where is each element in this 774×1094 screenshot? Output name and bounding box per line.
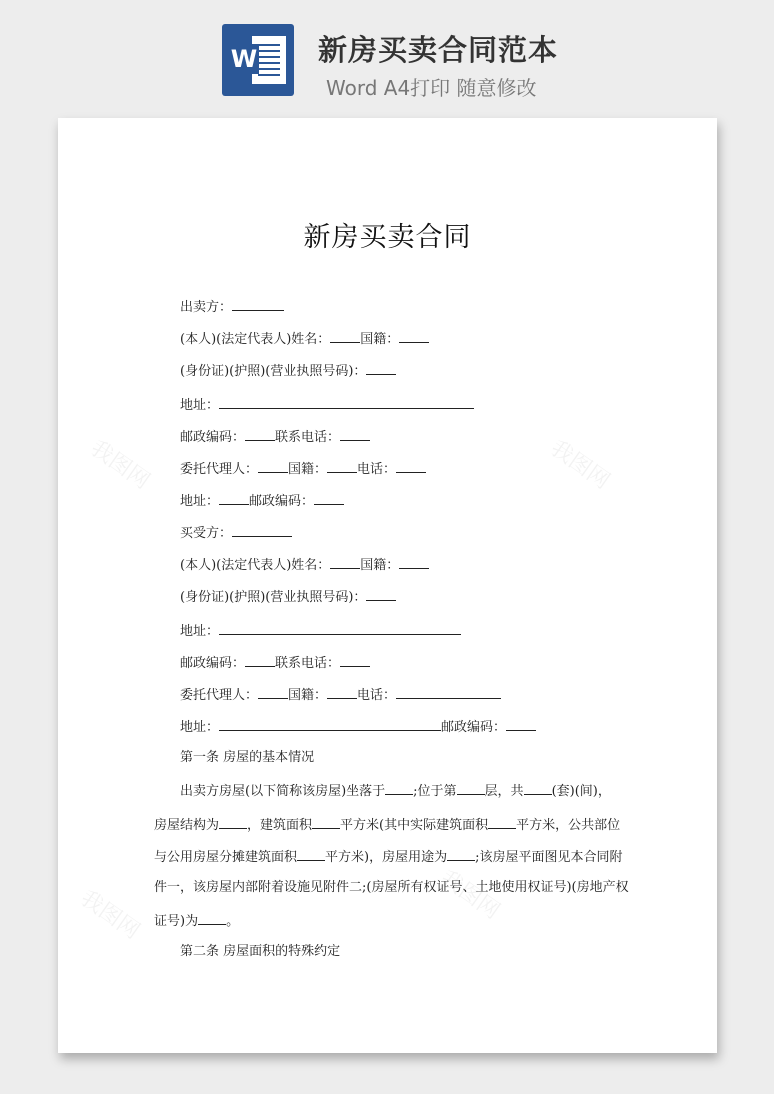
watermark: 我图网 bbox=[75, 885, 145, 945]
watermark: 我图网 bbox=[435, 865, 505, 925]
watermark: 我图网 bbox=[545, 435, 615, 495]
seller-id-line: (身份证)(护照)(营业执照号码)： bbox=[180, 362, 396, 378]
seller-line: 出卖方： bbox=[180, 298, 284, 314]
word-icon bbox=[222, 24, 294, 96]
seller-address-line: 地址： bbox=[180, 396, 474, 412]
paragraph-line: 房屋结构为 ，建筑面积 平方米(其中实际建筑面积 平方米，公共部位 bbox=[154, 818, 621, 833]
article-1-heading: 第一条 房屋的基本情况 bbox=[180, 750, 315, 765]
header-subtitle: Word A4打印 随意修改 bbox=[326, 76, 537, 100]
document-title: 新房买卖合同 bbox=[303, 222, 472, 253]
watermark: 我图网 bbox=[85, 435, 155, 495]
paragraph-line: 证号)为 。 bbox=[154, 914, 240, 929]
buyer-address-line: 地址： bbox=[180, 622, 461, 638]
word-letter: W bbox=[230, 45, 258, 73]
buyer-id-line: (身份证)(护照)(营业执照号码)： bbox=[180, 588, 396, 604]
seller-rep-line: (本人)(法定代表人)姓名： 国籍： bbox=[180, 330, 429, 346]
header bbox=[0, 0, 774, 110]
document-page bbox=[58, 118, 717, 1053]
seller-agent-address-line: 地址： 邮政编码： bbox=[180, 492, 344, 508]
paragraph-line: 件一，该房屋内部附着设施见附件二;(房屋所有权证号、土地使用权证号)(房地产权 bbox=[154, 880, 629, 895]
header-title: 新房买卖合同范本 bbox=[318, 33, 559, 67]
buyer-rep-line: (本人)(法定代表人)姓名： 国籍： bbox=[180, 556, 429, 572]
buyer-line: 买受方： bbox=[180, 524, 292, 540]
seller-postcode-line: 邮政编码： 联系电话： bbox=[180, 428, 370, 444]
buyer-postcode-line: 邮政编码： 联系电话： bbox=[180, 654, 370, 670]
article-2-heading: 第二条 房屋面积的特殊约定 bbox=[180, 944, 341, 959]
paragraph-line: 与公用房屋分摊建筑面积 平方米)，房屋用途为 ;该房屋平面图见本合同附 bbox=[154, 850, 623, 865]
buyer-agent-address-line: 地址： 邮政编码： bbox=[180, 718, 536, 734]
buyer-agent-line: 委托代理人： 国籍： 电话： bbox=[180, 686, 501, 702]
paragraph-line: 出卖方房屋(以下简称该房屋)坐落于 ;位于第 层，共 (套)(间)， bbox=[180, 784, 611, 799]
seller-agent-line: 委托代理人： 国籍： 电话： bbox=[180, 460, 426, 476]
